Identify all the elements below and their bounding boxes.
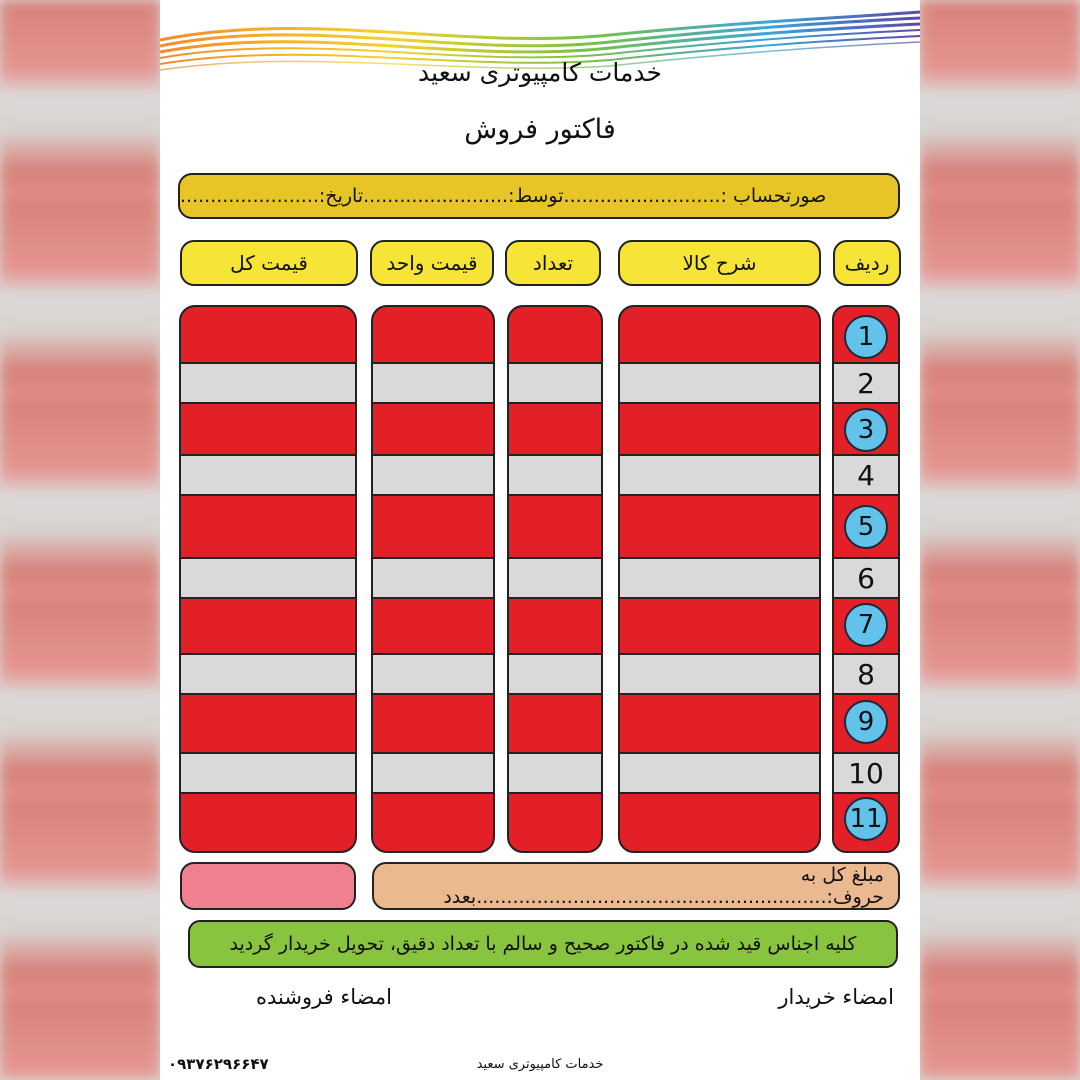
unit-price-row-10[interactable] [373,752,493,794]
row-number-cell [834,359,898,407]
row-number-column [832,305,900,853]
row-number: 5 [844,505,888,549]
quantity-row-4[interactable] [509,454,601,496]
delivery-notice [188,920,898,968]
description-row-4[interactable] [620,454,819,496]
delivery-notice-text: کلیه اجناس قید شده در فاکتور صحیح و سالم با تعداد دقیق، تحویل خریدار گردید [229,933,857,955]
header-unit-price: قیمت واحد [370,240,494,286]
total-price-row-2[interactable] [181,362,355,404]
header-description: شرح کالا [618,240,821,286]
row-number: 7 [844,603,888,647]
buyer-signature-label: امضاء خریدار [778,985,894,1009]
background-blur-left [0,0,160,1080]
total-price-row-8[interactable] [181,653,355,695]
total-price-row-10[interactable] [181,752,355,794]
row-number-cell [834,554,898,602]
row-number: 8 [834,653,898,695]
company-name: خدمات کامپیوتری سعید [418,58,662,87]
row-number: 4 [834,454,898,496]
row-number-cell [834,406,898,454]
row-number: 11 [844,797,888,841]
row-number-cell [834,749,898,797]
footer-company: خدمات کامپیوتری سعید [476,1057,604,1072]
unit-price-row-8[interactable] [373,653,493,695]
quantity-row-2[interactable] [509,362,601,404]
document-title: فاکتور فروش [464,114,616,145]
row-number-cell [834,795,898,843]
description-column[interactable] [618,305,821,853]
header-row-number: ردیف [833,240,901,286]
amount-in-words-bar[interactable] [372,862,900,910]
row-number-cell [834,313,898,361]
unit-price-row-6[interactable] [373,557,493,599]
description-row-10[interactable] [620,752,819,794]
total-price-row-6[interactable] [181,557,355,599]
quantity-row-10[interactable] [509,752,601,794]
seller-signature-label: امضاء فروشنده [256,985,392,1009]
quantity-row-8[interactable] [509,653,601,695]
unit-price-column[interactable] [371,305,495,853]
row-number: 3 [844,408,888,452]
row-number-cell [834,698,898,746]
quantity-column[interactable] [507,305,603,853]
total-amount-box[interactable] [180,862,356,910]
header-quantity: تعداد [505,240,601,286]
description-row-2[interactable] [620,362,819,404]
header-total-price: قیمت کل [180,240,358,286]
row-number: 9 [844,700,888,744]
total-price-row-4[interactable] [181,454,355,496]
invoice-sheet [160,0,920,1080]
amount-in-words-label: مبلغ کل به حروف:..........................................................بعدد [443,864,884,908]
row-number: 1 [844,315,888,359]
row-number: 2 [834,362,898,404]
description-row-8[interactable] [620,653,819,695]
quantity-row-6[interactable] [509,557,601,599]
row-number: 10 [834,752,898,794]
row-number-cell [834,503,898,551]
row-number-cell [834,650,898,698]
unit-price-row-4[interactable] [373,454,493,496]
invoice-info-bar [178,173,900,219]
row-number-cell [834,451,898,499]
row-number-cell [834,601,898,649]
background-blur-right [920,0,1080,1080]
invoice-info-text: صورتحساب :..........................توسط:........................تاریخ:....................... [180,185,827,207]
footer-phone: ۰۹۳۷۶۲۹۶۶۴۷ [168,1055,269,1073]
description-row-6[interactable] [620,557,819,599]
total-price-column[interactable] [179,305,357,853]
unit-price-row-2[interactable] [373,362,493,404]
row-number: 6 [834,557,898,599]
